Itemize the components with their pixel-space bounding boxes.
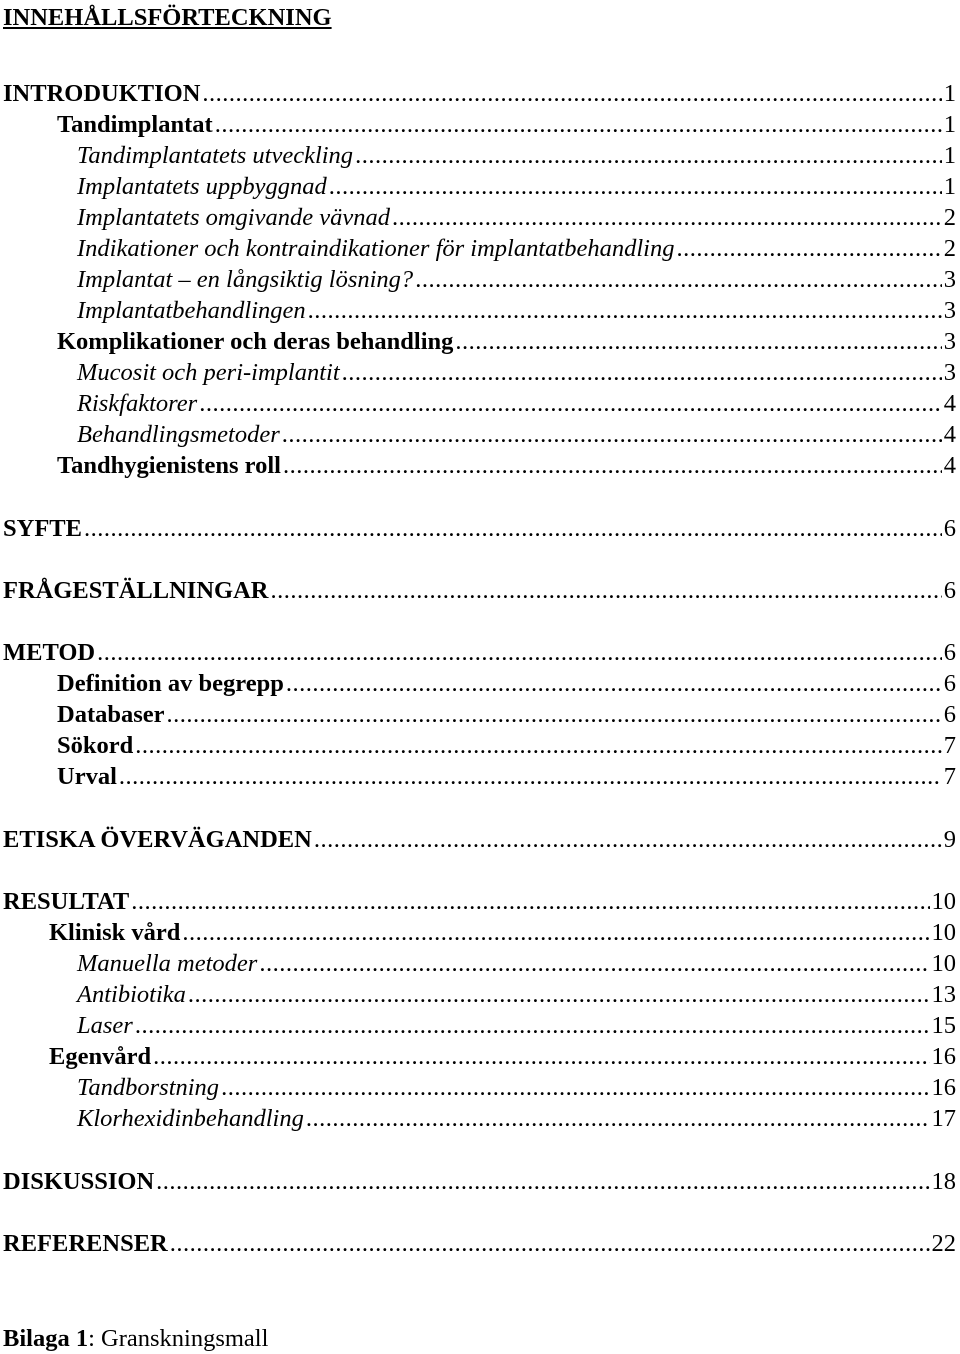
dot-leader <box>455 328 941 356</box>
toc-page-number: 10 <box>931 888 956 915</box>
toc-title: INNEHÅLLSFÖRTECKNING <box>3 4 332 31</box>
toc-page-number: 1 <box>943 80 956 107</box>
toc-entry-label: Riskfaktorer <box>77 390 198 417</box>
toc-page-number: 10 <box>931 919 956 946</box>
toc-entry-fragestallningar[interactable] <box>3 577 956 605</box>
toc-entry-implantatbehandlingen[interactable] <box>77 297 956 325</box>
dot-leader <box>97 639 942 667</box>
toc-entry-label: Klinisk vård <box>49 919 181 946</box>
dot-leader <box>314 826 942 854</box>
toc-page-number: 4 <box>943 452 956 479</box>
toc-entry-label: Tandimplantatets utveckling <box>77 142 354 169</box>
toc-entry-label: Komplikationer och deras behandling <box>57 328 454 355</box>
toc-entry-label: Tandhygienistens roll <box>57 452 281 479</box>
toc-entry-label: Laser <box>77 1012 133 1039</box>
toc-page-number: 16 <box>931 1043 956 1070</box>
dot-leader <box>259 950 929 978</box>
dot-leader <box>170 1230 930 1258</box>
toc-entry-label: Implantatbehandlingen <box>77 297 306 324</box>
appendix-text: : Granskningsmall <box>88 1325 269 1352</box>
toc-page-number: 6 <box>943 670 956 697</box>
toc-entry-riskfaktorer[interactable] <box>77 390 956 418</box>
toc-entry-manuella-metoder[interactable] <box>77 950 956 978</box>
toc-entry-label: ETISKA ÖVERVÄGANDEN <box>3 826 312 853</box>
toc-entry-etiska-overvaganden[interactable] <box>3 826 956 854</box>
toc-page-number: 6 <box>943 701 956 728</box>
dot-leader <box>215 111 942 139</box>
toc-entry-definition-av-begrepp[interactable] <box>57 670 956 698</box>
toc-entry-resultat[interactable] <box>3 888 956 916</box>
toc-entry-label: Tandimplantat <box>57 111 213 138</box>
toc-entry-label: Implantatets uppbyggnad <box>77 173 327 200</box>
dot-leader <box>329 173 942 201</box>
toc-entry-label: REFERENSER <box>3 1230 168 1257</box>
toc-page-number: 4 <box>943 390 956 417</box>
toc-entry-klinisk-vard[interactable] <box>49 919 956 947</box>
dot-leader <box>182 919 929 947</box>
toc-entry-egenvard[interactable] <box>49 1043 956 1071</box>
toc-entry-label: Tandborstning <box>77 1074 220 1101</box>
dot-leader <box>153 1043 929 1071</box>
dot-leader <box>202 80 941 108</box>
dot-leader <box>286 670 942 698</box>
dot-leader <box>188 981 930 1009</box>
toc-entry-implantatets-uppbyggnad[interactable] <box>77 173 956 201</box>
toc-page-number: 3 <box>943 297 956 324</box>
toc-page-number: 3 <box>943 359 956 386</box>
toc-entry-label: FRÅGESTÄLLNINGAR <box>3 577 269 604</box>
toc-entry-label: Behandlingsmetoder <box>77 421 280 448</box>
toc-entry-tandhygienistens-roll[interactable] <box>57 452 956 480</box>
dot-leader <box>135 1012 930 1040</box>
toc-page-number: 1 <box>943 111 956 138</box>
toc-entry-label: Urval <box>57 763 117 790</box>
toc-entry-label: SYFTE <box>3 515 82 542</box>
toc-entry-tandimplantatets-utveckling[interactable] <box>77 142 956 170</box>
toc-page-number: 1 <box>943 142 956 169</box>
toc-entry-introduktion[interactable] <box>3 80 956 108</box>
toc-entry-label: Indikationer och kontraindikationer för implantatbehandling <box>77 235 675 262</box>
toc-page-number: 1 <box>943 173 956 200</box>
dot-leader <box>306 1105 930 1133</box>
dot-leader <box>308 297 942 325</box>
toc-page-number: 2 <box>943 204 956 231</box>
toc-page-number: 7 <box>943 732 956 759</box>
toc-entry-tandimplantat[interactable] <box>57 111 956 139</box>
toc-entry-label: RESULTAT <box>3 888 130 915</box>
toc-entry-label: Mucosit och peri-implantit <box>77 359 340 386</box>
toc-entry-label: Antibiotika <box>77 981 186 1008</box>
toc-entry-urval[interactable] <box>57 763 956 791</box>
toc-entry-label: Implantatets omgivande vävnad <box>77 204 390 231</box>
toc-entry-databaser[interactable] <box>57 701 956 729</box>
toc-page-number: 6 <box>943 577 956 604</box>
toc-page-number: 4 <box>943 421 956 448</box>
dot-leader <box>342 359 942 387</box>
toc-entry-metod[interactable] <box>3 639 956 667</box>
toc-page-number: 16 <box>931 1074 956 1101</box>
toc-page-number: 2 <box>943 235 956 262</box>
toc-page-number: 18 <box>931 1168 956 1195</box>
toc-entry-label: INTRODUKTION <box>3 80 201 107</box>
toc-entry-diskussion[interactable] <box>3 1168 956 1196</box>
dot-leader <box>156 1168 929 1196</box>
toc-entry-indikationer[interactable] <box>77 235 956 263</box>
toc-page-number: 10 <box>931 950 956 977</box>
dot-leader <box>415 266 942 294</box>
dot-leader <box>270 577 941 605</box>
dot-leader <box>283 452 942 480</box>
toc-entry-label: Egenvård <box>49 1043 152 1070</box>
dot-leader <box>167 701 942 729</box>
toc-entry-label: Klorhexidinbehandling <box>77 1105 304 1132</box>
toc-entry-label: Databaser <box>57 701 165 728</box>
toc-entry-label: Implantat – en långsiktig lösning? <box>77 266 414 293</box>
toc-entry-antibiotika[interactable] <box>77 981 956 1009</box>
toc-page-number: 13 <box>931 981 956 1008</box>
dot-leader <box>119 763 942 791</box>
toc-entry-label: Definition av begrepp <box>57 670 284 697</box>
toc-page-number: 3 <box>943 328 956 355</box>
toc-entry-laser[interactable] <box>77 1012 956 1040</box>
toc-page-number: 22 <box>931 1230 956 1257</box>
toc-page-number: 7 <box>943 763 956 790</box>
toc-entry-sokord[interactable] <box>57 732 956 760</box>
appendix-line <box>3 1325 268 1353</box>
dot-leader <box>199 390 942 418</box>
dot-leader <box>221 1074 929 1102</box>
toc-page-number: 6 <box>943 639 956 666</box>
toc-entry-tandborstning[interactable] <box>77 1074 956 1102</box>
toc-page-number: 17 <box>931 1105 956 1132</box>
toc-entry-implantatets-omgivande-vavnad[interactable] <box>77 204 956 232</box>
toc-entry-klorhexidinbehandling[interactable] <box>77 1105 956 1133</box>
toc-entry-behandlingsmetoder[interactable] <box>77 421 956 449</box>
toc-page-number: 9 <box>943 826 956 853</box>
toc-entry-syfte[interactable] <box>3 515 956 543</box>
toc-entry-label: METOD <box>3 639 96 666</box>
toc-entry-label: Sökord <box>57 732 134 759</box>
toc-entry-label: DISKUSSION <box>3 1168 155 1195</box>
toc-page-number: 6 <box>943 515 956 542</box>
toc-page-number: 3 <box>943 266 956 293</box>
toc-entry-referenser[interactable] <box>3 1230 956 1258</box>
dot-leader <box>355 142 942 170</box>
toc-entry-implantat-langsiktig-losning[interactable] <box>77 266 956 294</box>
dot-leader <box>676 235 941 263</box>
dot-leader <box>392 204 942 232</box>
toc-entry-label: Manuella metoder <box>77 950 258 977</box>
appendix-label: Bilaga 1 <box>3 1325 89 1352</box>
toc-page-number: 15 <box>931 1012 956 1039</box>
dot-leader <box>135 732 941 760</box>
dot-leader <box>131 888 929 916</box>
dot-leader <box>84 515 942 543</box>
toc-entry-mucosit-peri-implantit[interactable] <box>77 359 956 387</box>
toc-entry-komplikationer[interactable] <box>57 328 956 356</box>
dot-leader <box>282 421 942 449</box>
